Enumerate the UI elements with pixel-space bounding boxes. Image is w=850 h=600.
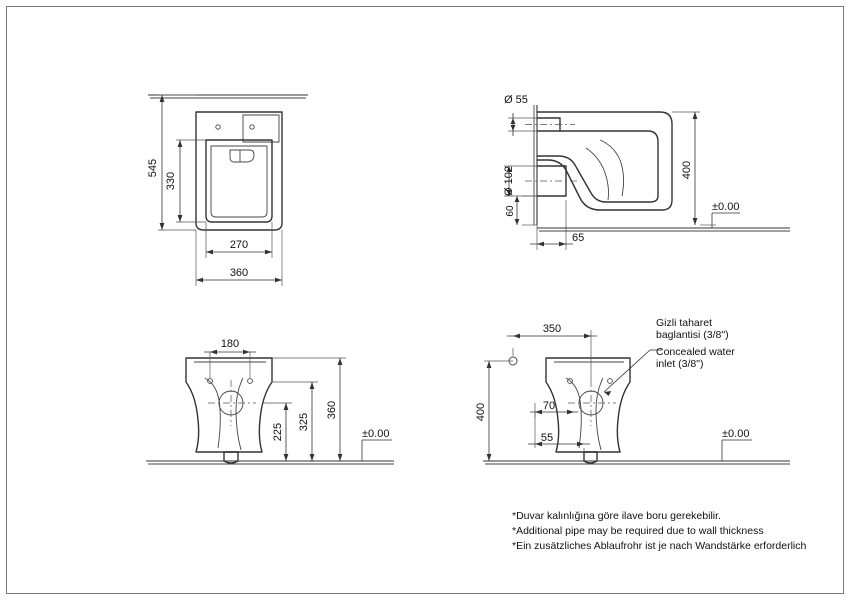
dim-label-65: 65 [572,232,585,244]
front-view-body-outline [186,358,272,452]
arrow-65-right [559,242,566,247]
arrow-400-top [693,112,698,119]
dim-label-400-side: 400 [681,160,693,180]
arrow-360f-top [338,358,343,365]
dim-label-330: 330 [165,171,177,191]
dim-label-dia55: Ø 55 [504,94,528,106]
dim-label-400r: 400 [475,402,487,422]
top-view-inner-bowl [206,140,272,222]
dim-label-545: 545 [147,158,159,178]
side-view-trap-curve-2 [586,148,609,200]
arrow-360f-bottom [338,454,343,461]
datum-label-side: ±0.00 [712,201,740,213]
dim-label-55r: 55 [540,432,554,444]
dim-label-270: 270 [229,239,249,251]
dim-label-360f: 360 [326,400,338,420]
datum-label-rear: ±0.00 [722,428,750,440]
rear-view-group [475,317,790,464]
dim-label-225: 225 [272,422,284,442]
arrow-270-right [265,250,272,255]
top-view-cover-rect [243,115,279,142]
top-view-inner-bowl-2 [211,146,267,217]
arrow-60-bottom [515,219,520,225]
top-view-fixing-hole-left [216,125,220,129]
top-view-outer-outline [196,112,282,230]
arrow-70-left [535,410,542,415]
rear-view-body-outline [546,358,630,452]
arrow-65-left [537,242,544,247]
arrow-360-left [196,278,203,283]
arrow-180-right [243,350,250,355]
top-view-group [147,95,308,286]
arrow-330-bottom [178,215,183,222]
arrow-350-right [584,334,591,339]
arrow-400-bottom [693,218,698,225]
notes-group [512,510,806,552]
arrow-225-bottom [284,454,289,461]
dim-label-60: 60 [505,205,516,217]
arrow-270-left [206,250,213,255]
callout-line-1: Gizli taharet [656,317,713,329]
arrow-325-bottom [310,454,315,461]
callout-line-3: Concealed water [656,346,735,358]
arrow-400r-top [487,361,492,368]
arrow-400r-bottom [487,454,492,461]
callout-line-4: inlet (3/8") [656,358,704,370]
dim-label-360: 360 [229,267,249,279]
front-view-hole-right [248,379,253,384]
side-section-view-group [503,94,790,250]
arrow-dia55-bottom [511,125,516,131]
arrow-70-right [567,410,574,415]
rear-view-shade-2 [596,378,603,450]
arrow-350-left [513,334,520,339]
top-view-fixing-hole-right [250,125,254,129]
note-line-2: *Additional pipe may be required due to wall thickness [512,525,764,537]
arrow-330-top [178,140,183,147]
callout-arrow [604,391,611,396]
arrow-545-top [160,95,165,102]
callout-line-2: baglantisi (3/8") [656,329,729,341]
dim-label-350: 350 [542,323,562,335]
arrow-360-right [275,278,282,283]
arrow-dia55-top [511,118,516,124]
dim-label-dia102: Ø 102 [503,166,515,196]
arrow-60-top [515,196,520,202]
arrow-180-left [210,350,217,355]
front-view-hole-left [208,379,213,384]
front-view-shade-2 [236,378,243,450]
arrow-325-top [310,382,315,389]
rear-view-hole-right [608,379,613,384]
dim-label-70: 70 [542,400,556,412]
top-view-flush-detail [230,150,254,162]
dim-label-180: 180 [220,338,240,350]
note-line-3: *Ein zusätzliches Ablaufrohr ist je nach Wandstärke erforderlich [512,540,807,552]
dim-label-325: 325 [298,412,310,432]
arrow-545-bottom [160,223,165,230]
front-view-shade-1 [205,378,220,448]
arrow-55r-right [577,442,584,447]
arrow-225-top [284,403,289,410]
note-line-1: *Duvar kalınlığına göre ilave boru gerekebilir. [512,510,721,522]
datum-label-front: ±0.00 [362,428,390,440]
front-view-group [146,338,394,464]
